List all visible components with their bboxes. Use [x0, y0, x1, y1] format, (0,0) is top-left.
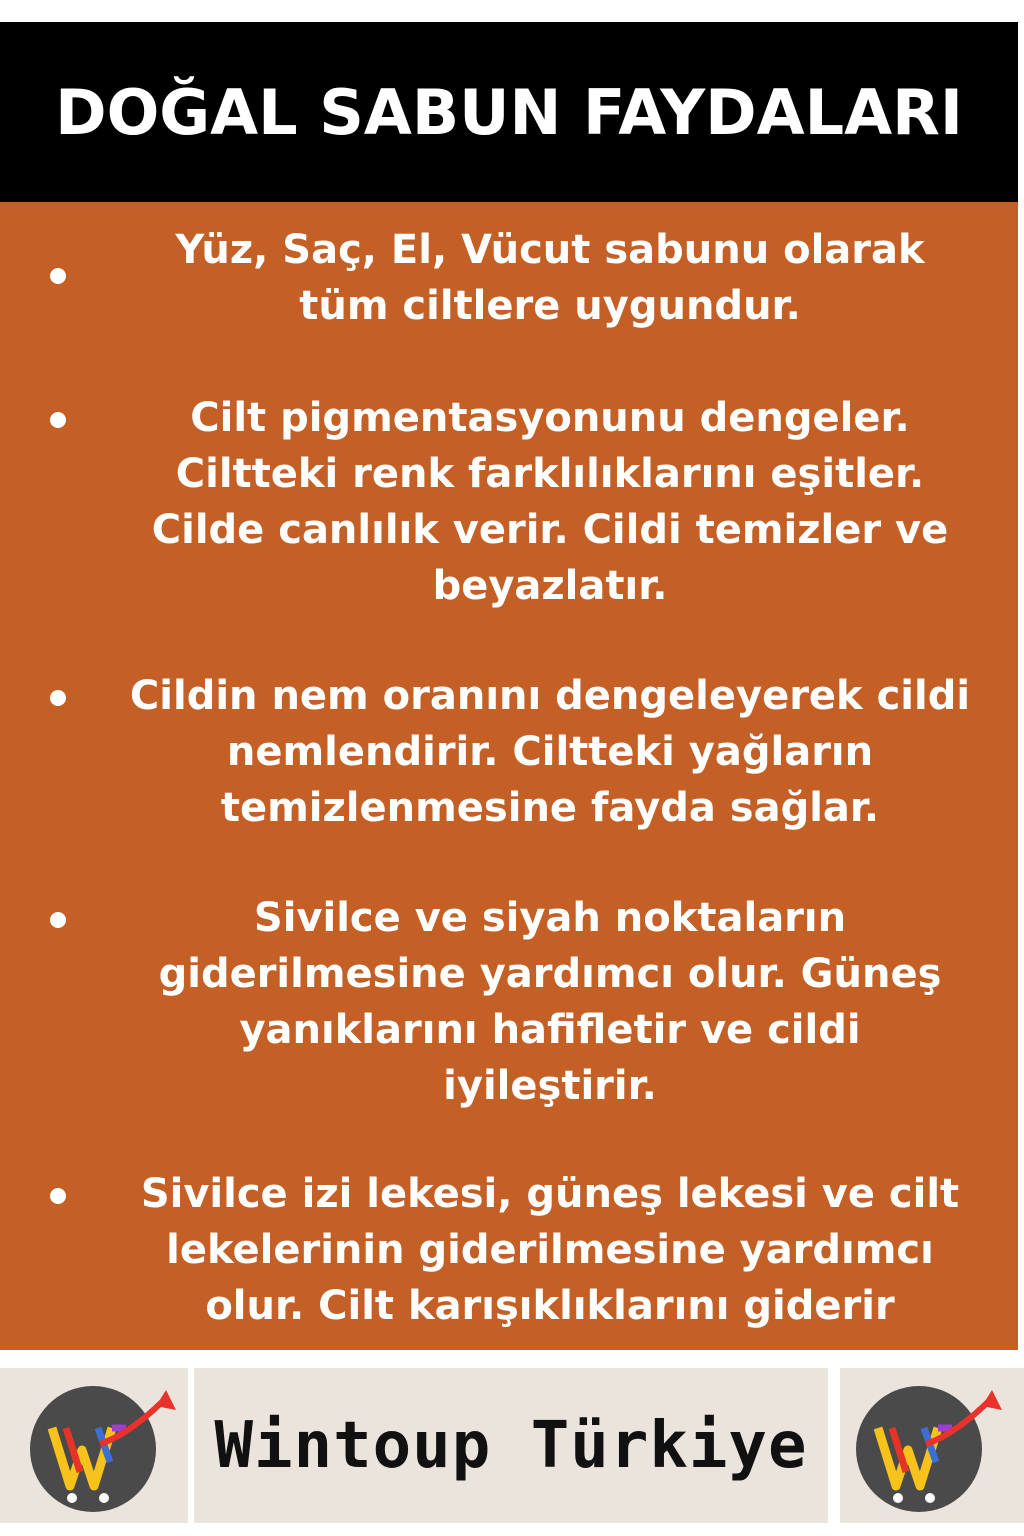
- benefit-text: Cildin nem oranını dengeleyerek cildi nemlendirir. Ciltteki yağların temizlenmesine fayda sağlar.: [129, 673, 971, 831]
- benefit-text: Sivilce izi lekesi, güneş lekesi ve cilt lekelerinin giderilmesine yardımcı olur. Cilt karışıklıklarını giderir: [140, 1171, 960, 1329]
- bullet-icon: [50, 690, 66, 706]
- benefit-text: Yüz, Saç, El, Vücut sabunu olarak tüm ciltlere uygundur.: [175, 227, 925, 329]
- bullet-icon: [50, 268, 66, 284]
- benefit-text: Sivilce ve siyah noktaların giderilmesine yardımcı olur. Güneş yanıklarını hafifletir ve cildi iyileştirir.: [158, 895, 942, 1109]
- title-bar: [0, 22, 1018, 202]
- shopping-cart-w-logo-icon: [30, 1386, 156, 1512]
- bullet-icon: [50, 412, 66, 428]
- shopping-cart-w-logo-icon: [856, 1386, 982, 1512]
- page-title: DOĞAL SABUN FAYDALARI: [55, 75, 963, 149]
- footer-brand-cell: [194, 1368, 828, 1523]
- footer: [0, 1368, 1024, 1536]
- benefits-panel: [0, 202, 1018, 1350]
- footer-logo-left-cell: [0, 1368, 188, 1523]
- benefit-text: Cilt pigmentasyonunu dengeler. Ciltteki renk farklılıklarını eşitler. Cilde canlılık verir. Cildi temizler ve beyazlatır.: [151, 395, 949, 609]
- bullet-icon: [50, 912, 66, 928]
- bullet-icon: [50, 1188, 66, 1204]
- brand-name: Wintoup Türkiye: [214, 1408, 808, 1483]
- footer-logo-right-cell: [840, 1368, 1024, 1523]
